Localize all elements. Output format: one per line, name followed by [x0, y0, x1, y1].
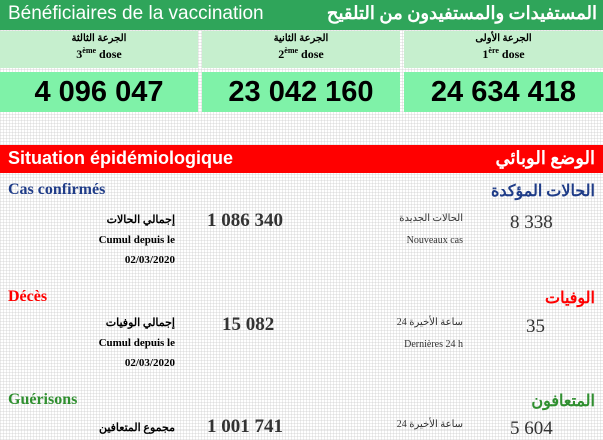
recoveries-new-label-ar: 24 ساعة الأخيرة — [396, 419, 463, 430]
deaths-title-ar: الوفيات — [545, 290, 595, 307]
deaths-total-label-ar: إجمالي الوفيات — [105, 317, 175, 329]
recoveries-total-label-ar: مجموع المتعافين — [98, 422, 175, 434]
dose-header-second — [202, 31, 400, 68]
confirmed-total-label-fr: Cumul depuis le — [98, 234, 175, 246]
deaths-total-label-fr: Cumul depuis le — [98, 337, 175, 349]
confirmed-new-label-fr: Nouveaux cas — [406, 235, 463, 246]
vaccination-title-bar — [0, 0, 603, 30]
dose-label-fr: 2ème dose — [278, 46, 324, 61]
dose-value-second: 23 042 160 — [202, 72, 400, 112]
recoveries-title-fr: Guérisons — [8, 391, 78, 408]
dose-label-fr: 3ème dose — [76, 46, 122, 61]
deaths-section-header — [0, 287, 603, 309]
recoveries-total-labels — [5, 418, 175, 438]
confirmed-new-labels — [323, 208, 463, 252]
confirmed-new-value: 8 338 — [510, 212, 553, 233]
deaths-total-labels — [5, 313, 175, 373]
confirmed-title-ar: الحالات المؤكدة — [491, 183, 595, 200]
deaths-new-label-ar: 24 ساعة الأخيرة — [396, 317, 463, 328]
confirmed-total-label-ar: إجمالي الحالات — [106, 214, 175, 226]
deaths-new-labels — [323, 312, 463, 356]
vaccination-title-fr: Bénéficiaires de la vaccination — [8, 3, 264, 24]
deaths-total-value: 15 082 — [222, 314, 275, 335]
confirmed-new-label-ar: الحالات الجديدة — [399, 213, 463, 224]
deaths-new-value: 35 — [526, 316, 545, 337]
epi-title-fr: Situation épidémiologique — [8, 148, 233, 168]
confirmed-title-fr: Cas confirmés — [8, 181, 106, 198]
dose-label-ar: الجرعة الثانية — [273, 33, 329, 44]
dose-value-first: 24 634 418 — [404, 72, 603, 112]
recoveries-title-ar: المتعافون — [531, 393, 595, 410]
recoveries-section-header — [0, 390, 603, 412]
epi-title-ar: الوضع الوبائي — [495, 148, 595, 168]
dose-header-third — [0, 31, 198, 68]
dose-header-first — [404, 31, 603, 68]
recoveries-total-value: 1 001 741 — [207, 416, 283, 437]
recoveries-new-labels — [323, 414, 463, 436]
epi-title-bar — [0, 145, 603, 173]
dose-label-ar: الجرعة الأولى — [475, 33, 532, 44]
dose-value-third: 4 096 047 — [0, 72, 198, 112]
confirmed-total-value: 1 086 340 — [207, 210, 283, 231]
vaccination-title-ar: المستفيدات والمستفيدون من التلقيح — [326, 3, 597, 23]
confirmed-section-header — [0, 180, 603, 202]
dose-label-fr: 1ère dose — [482, 46, 525, 61]
recoveries-new-value: 5 604 — [510, 418, 553, 439]
dose-label-ar: الجرعة الثالثة — [71, 33, 127, 44]
deaths-since-date: 02/03/2020 — [124, 357, 175, 369]
confirmed-since-date: 02/03/2020 — [124, 254, 175, 266]
confirmed-total-labels — [5, 210, 175, 270]
deaths-title-fr: Décès — [8, 288, 48, 305]
deaths-new-label-fr: Dernières 24 h — [404, 339, 463, 350]
